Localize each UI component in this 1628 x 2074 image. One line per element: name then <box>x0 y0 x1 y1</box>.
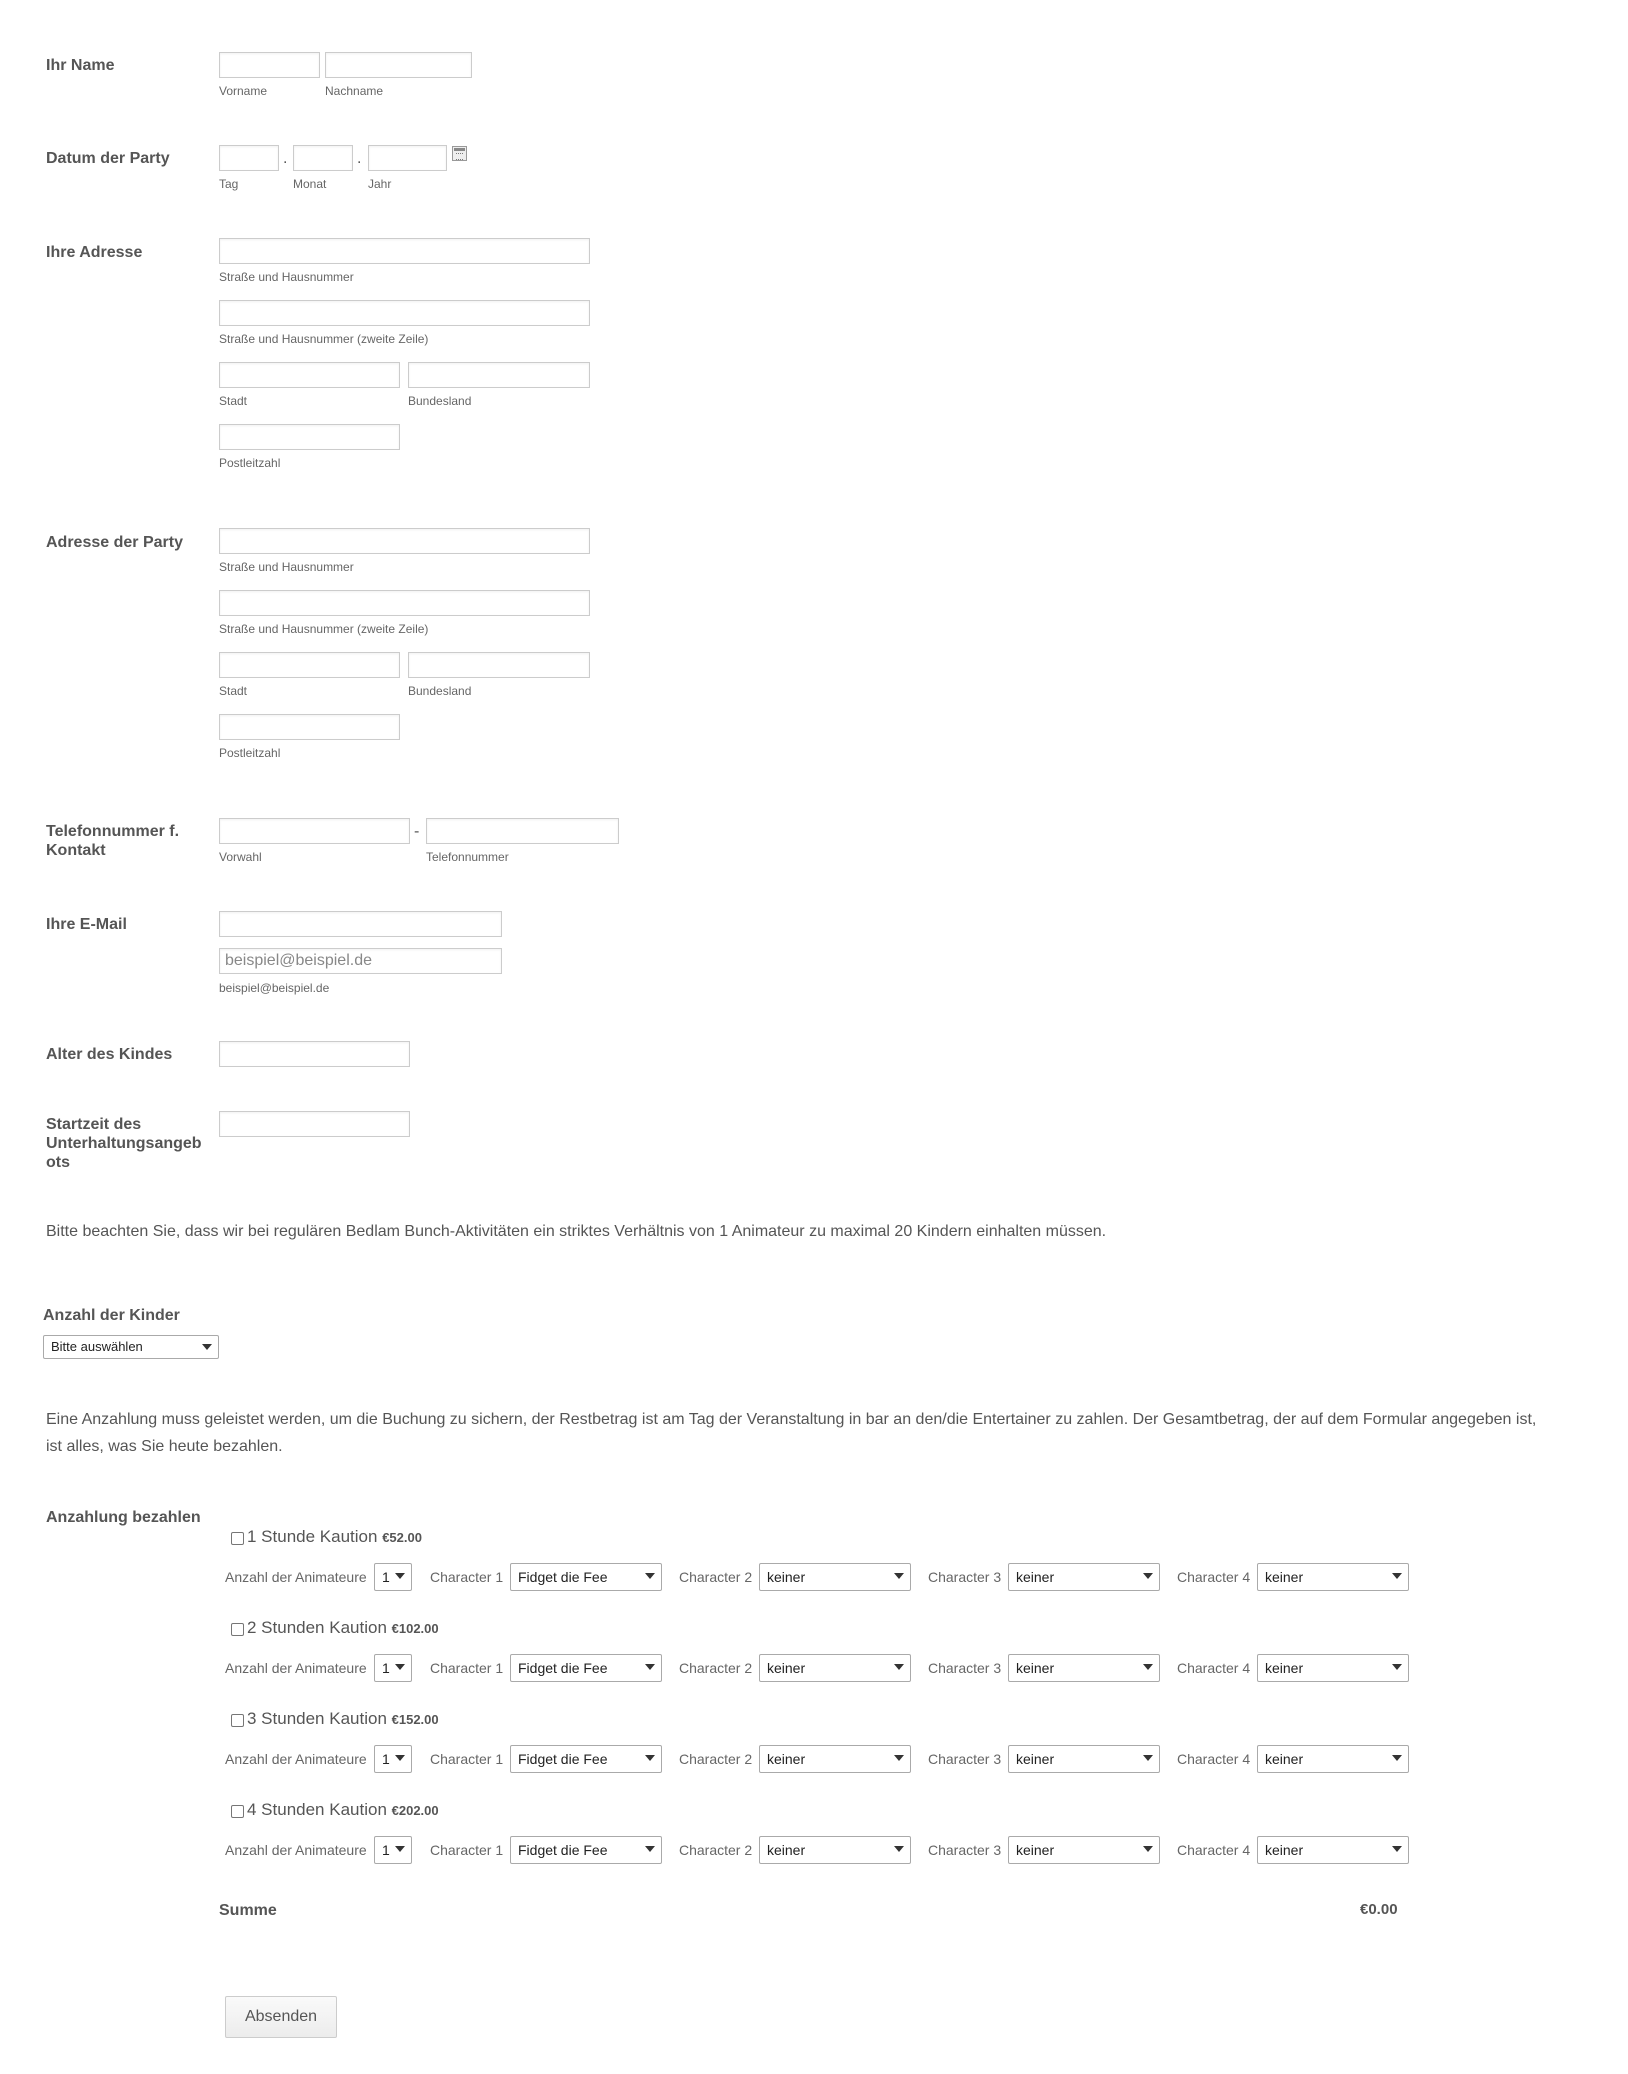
animators-select[interactable]: 1 <box>374 1563 412 1591</box>
party-street-input[interactable] <box>219 528 590 554</box>
date-separator: . <box>357 150 362 167</box>
address-city-sublabel: Stadt <box>219 394 248 408</box>
character-3-label: Character 3 <box>928 1751 1002 1767</box>
chevron-down-icon <box>395 1664 405 1670</box>
date-separator: . <box>283 150 288 167</box>
chevron-down-icon <box>1143 1573 1153 1579</box>
character-3-select[interactable]: keiner <box>1008 1745 1160 1773</box>
year-input[interactable] <box>368 145 447 171</box>
ratio-note: Bitte beachten Sie, dass wir bei regulären Bedlam Bunch-Aktivitäten ein striktes Verhältnis von 1 Animateur zu maximal 20 Kindern einhalten müssen. <box>46 1223 1107 1240</box>
last-name-input[interactable] <box>325 52 472 78</box>
character-4-label: Character 4 <box>1177 1751 1251 1767</box>
payment-label: Anzahlung bezahlen <box>46 1509 201 1526</box>
character-3-select[interactable]: keiner <box>1008 1654 1160 1682</box>
character-3-select[interactable]: keiner <box>1008 1836 1160 1864</box>
chevron-down-icon <box>1143 1664 1153 1670</box>
package-checkbox[interactable] <box>231 1623 244 1636</box>
children-count-select[interactable]: Bitte auswählen <box>43 1335 219 1359</box>
package-title: 4 Stunden Kaution €202.00 <box>247 1800 439 1819</box>
character-2-select[interactable]: keiner <box>759 1654 911 1682</box>
character-1-select[interactable]: Fidget die Fee <box>510 1745 662 1773</box>
package-title: 2 Stunden Kaution €102.00 <box>247 1618 439 1637</box>
package-title: 3 Stunden Kaution €152.00 <box>247 1709 439 1728</box>
start-time-label: Startzeit des Unterhaltungsangeb ots <box>46 1116 202 1171</box>
address-state-sublabel: Bundesland <box>408 394 472 408</box>
chevron-down-icon <box>1392 1755 1402 1761</box>
phone-label: Telefonnummer f. Kontakt <box>46 823 180 859</box>
email-input[interactable] <box>219 911 502 937</box>
chevron-down-icon <box>894 1846 904 1852</box>
first-name-input[interactable] <box>219 52 320 78</box>
chevron-down-icon <box>1392 1573 1402 1579</box>
first-name-sublabel: Vorname <box>219 84 268 98</box>
phone-separator: - <box>414 823 420 840</box>
children-count-label: Anzahl der Kinder <box>43 1307 180 1324</box>
child-age-label: Alter des Kindes <box>46 1046 173 1063</box>
character-2-label: Character 2 <box>679 1569 753 1585</box>
chevron-down-icon <box>894 1755 904 1761</box>
month-input[interactable] <box>293 145 353 171</box>
character-4-select[interactable]: keiner <box>1257 1836 1409 1864</box>
character-2-label: Character 2 <box>679 1842 753 1858</box>
party-zip-sublabel: Postleitzahl <box>219 746 281 760</box>
party-street-sublabel: Straße und Hausnummer <box>219 560 354 574</box>
month-sublabel: Monat <box>293 177 327 191</box>
character-4-label: Character 4 <box>1177 1660 1251 1676</box>
animators-label: Anzahl der Animateure <box>225 1660 367 1676</box>
chevron-down-icon <box>1392 1664 1402 1670</box>
character-1-select[interactable]: Fidget die Fee <box>510 1563 662 1591</box>
animators-select[interactable]: 1 <box>374 1836 412 1864</box>
character-4-select[interactable]: keiner <box>1257 1745 1409 1773</box>
chevron-down-icon <box>395 1755 405 1761</box>
address-street-sublabel: Straße und Hausnummer <box>219 270 354 284</box>
character-2-select[interactable]: keiner <box>759 1563 911 1591</box>
party-city-input[interactable] <box>219 652 400 678</box>
character-4-select[interactable]: keiner <box>1257 1654 1409 1682</box>
chevron-down-icon <box>1143 1755 1153 1761</box>
package-price: €152.00 <box>391 1712 439 1727</box>
character-3-label: Character 3 <box>928 1842 1002 1858</box>
total-value: €0.00 <box>1360 1901 1398 1918</box>
animators-select[interactable]: 1 <box>374 1745 412 1773</box>
animators-label: Anzahl der Animateure <box>225 1751 367 1767</box>
chevron-down-icon <box>395 1846 405 1852</box>
character-3-select[interactable]: keiner <box>1008 1563 1160 1591</box>
character-3-label: Character 3 <box>928 1660 1002 1676</box>
character-1-select[interactable]: Fidget die Fee <box>510 1836 662 1864</box>
phone-area-sublabel: Vorwahl <box>219 850 262 864</box>
character-1-label: Character 1 <box>430 1842 504 1858</box>
character-2-label: Character 2 <box>679 1751 753 1767</box>
party-zip-input[interactable] <box>219 714 400 740</box>
chevron-down-icon <box>202 1344 212 1350</box>
chevron-down-icon <box>645 1755 655 1761</box>
submit-button[interactable]: Absenden <box>225 1996 337 2038</box>
party-state-sublabel: Bundesland <box>408 684 472 698</box>
party-date-label: Datum der Party <box>46 150 170 167</box>
address-street2-sublabel: Straße und Hausnummer (zweite Zeile) <box>219 332 429 346</box>
start-time-input[interactable] <box>219 1111 410 1137</box>
address-zip-input[interactable] <box>219 424 400 450</box>
package-price: €102.00 <box>391 1621 439 1636</box>
last-name-sublabel: Nachname <box>325 84 384 98</box>
total-label: Summe <box>219 1902 277 1919</box>
party-address-label: Adresse der Party <box>46 534 183 551</box>
chevron-down-icon <box>894 1573 904 1579</box>
character-4-label: Character 4 <box>1177 1842 1251 1858</box>
animators-label: Anzahl der Animateure <box>225 1842 367 1858</box>
character-1-select[interactable]: Fidget die Fee <box>510 1654 662 1682</box>
deposit-note: Eine Anzahlung muss geleistet werden, um die Buchung zu sichern, der Restbetrag ist am Tag der Veranstaltung in bar an den/die Entertainer zu zahlen. Der Gesamtbetrag, der auf dem Formular angegeben ist, ist alles, was Sie heute bezahlen. <box>46 1411 1537 1455</box>
chevron-down-icon <box>645 1846 655 1852</box>
chevron-down-icon <box>645 1664 655 1670</box>
address-city-input[interactable] <box>219 362 400 388</box>
party-street2-input[interactable] <box>219 590 590 616</box>
chevron-down-icon <box>1143 1846 1153 1852</box>
chevron-down-icon <box>395 1573 405 1579</box>
package-title: 1 Stunde Kaution €52.00 <box>247 1527 422 1546</box>
phone-area-input[interactable] <box>219 818 410 844</box>
address-street-input[interactable] <box>219 238 590 264</box>
name-label: Ihr Name <box>46 57 115 74</box>
package-checkbox[interactable] <box>231 1805 244 1818</box>
animators-label: Anzahl der Animateure <box>225 1569 367 1585</box>
character-3-label: Character 3 <box>928 1569 1002 1585</box>
character-4-select[interactable]: keiner <box>1257 1563 1409 1591</box>
animators-select[interactable]: 1 <box>374 1654 412 1682</box>
character-1-label: Character 1 <box>430 1751 504 1767</box>
address-label: Ihre Adresse <box>46 244 143 261</box>
character-2-select[interactable]: keiner <box>759 1836 911 1864</box>
child-age-input[interactable] <box>219 1041 410 1067</box>
address-state-input[interactable] <box>408 362 590 388</box>
package-price: €202.00 <box>391 1803 439 1818</box>
package-price: €52.00 <box>382 1530 422 1545</box>
email-sublabel: beispiel@beispiel.de <box>219 981 330 995</box>
chevron-down-icon <box>894 1664 904 1670</box>
chevron-down-icon <box>645 1573 655 1579</box>
party-city-sublabel: Stadt <box>219 684 248 698</box>
email-confirm-input[interactable]: beispiel@beispiel.de <box>219 948 502 974</box>
party-street2-sublabel: Straße und Hausnummer (zweite Zeile) <box>219 622 429 636</box>
year-sublabel: Jahr <box>368 177 392 191</box>
character-1-label: Character 1 <box>430 1569 504 1585</box>
character-1-label: Character 1 <box>430 1660 504 1676</box>
phone-number-input[interactable] <box>426 818 619 844</box>
character-2-label: Character 2 <box>679 1660 753 1676</box>
day-input[interactable] <box>219 145 279 171</box>
calendar-icon[interactable] <box>452 146 467 161</box>
chevron-down-icon <box>1392 1846 1402 1852</box>
party-state-input[interactable] <box>408 652 590 678</box>
day-sublabel: Tag <box>219 177 239 191</box>
package-checkbox[interactable] <box>231 1532 244 1545</box>
package-checkbox[interactable] <box>231 1714 244 1727</box>
phone-number-sublabel: Telefonnummer <box>426 850 509 864</box>
address-street2-input[interactable] <box>219 300 590 326</box>
character-4-label: Character 4 <box>1177 1569 1251 1585</box>
character-2-select[interactable]: keiner <box>759 1745 911 1773</box>
email-label: Ihre E-Mail <box>46 916 127 933</box>
address-zip-sublabel: Postleitzahl <box>219 456 281 470</box>
